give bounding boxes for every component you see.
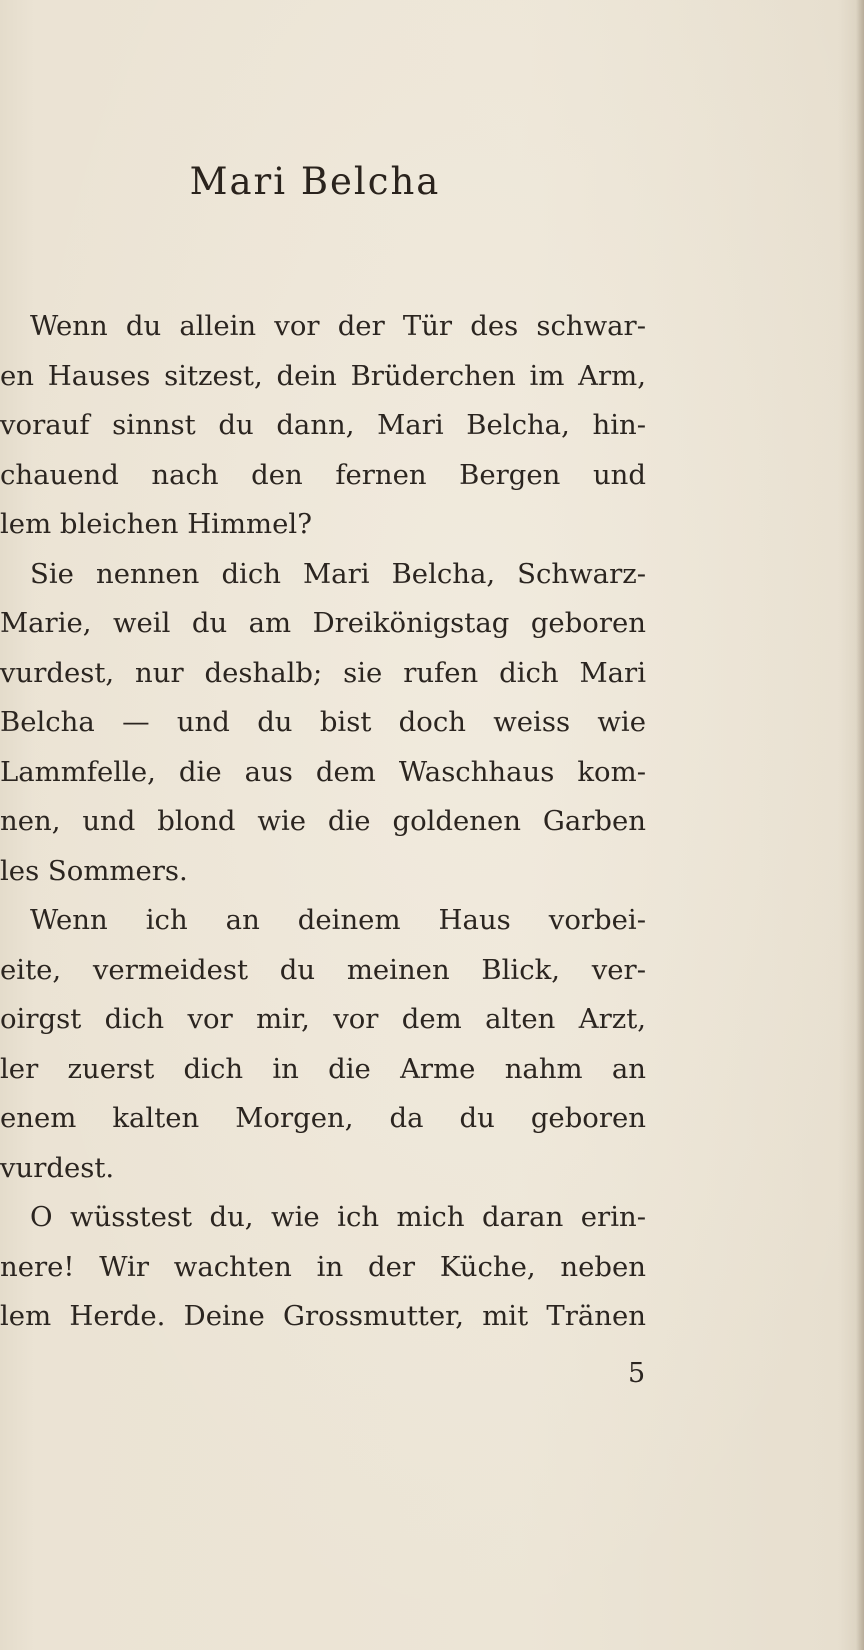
text-line: en Hauses sitzest, dein Brüderchen im Arm, bbox=[0, 359, 646, 392]
body-text bbox=[0, 302, 646, 1342]
text-line: Belcha — und du bist doch weiss wie bbox=[0, 706, 646, 738]
text-line: O wüsstest du, wie ich mich daran erin- bbox=[30, 1201, 646, 1233]
text-line: les Sommers. bbox=[0, 854, 188, 887]
text-line: enem kalten Morgen, da du geboren bbox=[0, 1102, 646, 1134]
text-line: lem bleichen Himmel? bbox=[0, 508, 312, 540]
chapter-title: Mari Belcha bbox=[189, 160, 441, 203]
text-line: ler zuerst dich in die Arme nahm an bbox=[0, 1052, 646, 1085]
text-line: eite, vermeidest du meinen Blick, ver- bbox=[0, 953, 646, 986]
text-line: nere! Wir wachten in der Küche, neben bbox=[0, 1250, 646, 1283]
text-line: chauend nach den fernen Bergen und bbox=[0, 458, 646, 491]
text-line: Lammfelle, die aus dem Waschhaus kom- bbox=[0, 755, 646, 788]
page-edge-shadow bbox=[856, 0, 864, 1650]
text-line: Sie nennen dich Mari Belcha, Schwarz- bbox=[30, 557, 646, 590]
text-line: oirgst dich vor mir, vor dem alten Arzt, bbox=[0, 1003, 646, 1035]
text-line: vurdest, nur deshalb; sie rufen dich Mari bbox=[0, 656, 646, 689]
text-line: nen, und blond wie die goldenen Garben bbox=[0, 805, 646, 837]
text-line: lem Herde. Deine Grossmutter, mit Tränen bbox=[0, 1300, 646, 1332]
text-line: Wenn du allein vor der Tür des schwar- bbox=[30, 310, 646, 342]
text-line: Wenn ich an deinem Haus vorbei- bbox=[30, 904, 646, 936]
text-line: Marie, weil du am Dreikönigstag geboren bbox=[0, 607, 646, 639]
page-number: 5 bbox=[628, 1358, 646, 1389]
text-line: vorauf sinnst du dann, Mari Belcha, hin- bbox=[0, 409, 646, 441]
text-line: vurdest. bbox=[0, 1151, 115, 1184]
